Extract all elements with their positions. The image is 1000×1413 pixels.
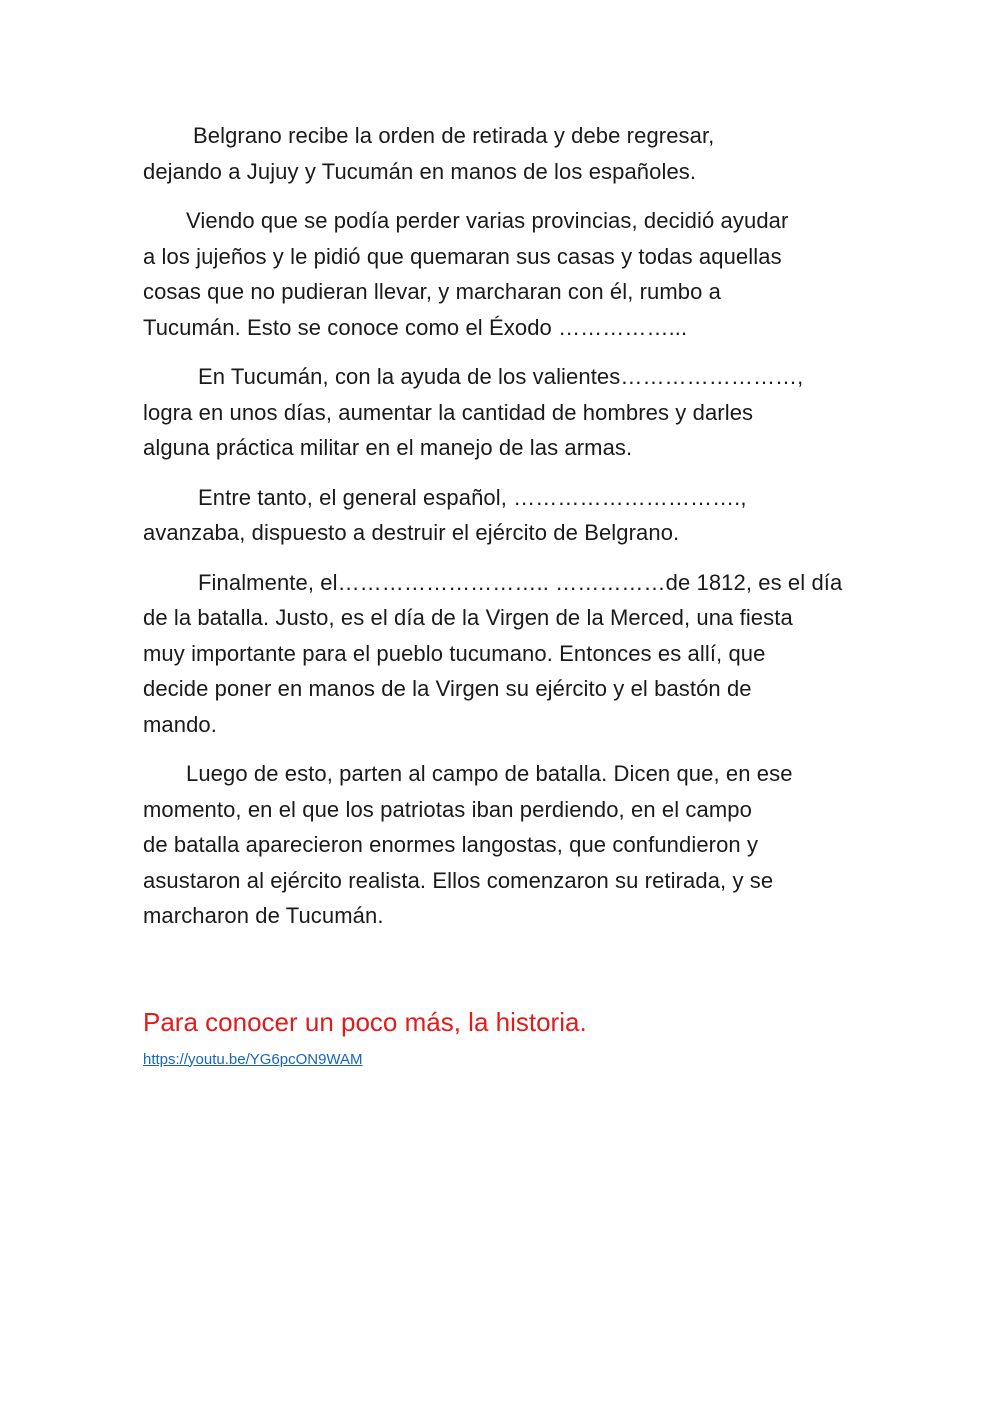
text-line: a los jujeños y le pidió que quemaran sus casas y todas aquellas xyxy=(143,243,782,269)
paragraph-retirada xyxy=(143,118,858,189)
paragraph-langostas xyxy=(143,756,858,934)
text-line: Finalmente, el……………………….. ……………de 1812, es el día xyxy=(198,569,843,595)
document-page xyxy=(143,118,858,1070)
paragraph-tucuman xyxy=(143,359,858,466)
text-line: cosas que no pudieran llevar, y marcharan con él, rumbo a xyxy=(143,279,722,304)
more-info-heading: Para conocer un poco más, la historia. xyxy=(143,1006,587,1037)
text-line: Belgrano recibe la orden de retirada y debe regresar, xyxy=(193,123,715,148)
text-line: decide poner en manos de la Virgen su ejército y el bastón de xyxy=(143,676,752,701)
youtube-link[interactable]: https://youtu.be/YG6pcON9WAM xyxy=(143,1050,363,1068)
text-line: avanzaba, dispuesto a destruir el ejército de Belgrano. xyxy=(143,520,680,545)
paragraph-general-espanol xyxy=(143,480,858,551)
text-line: En Tucumán, con la ayuda de los valientes……………………, xyxy=(198,364,804,389)
text-line: Entre tanto, el general español, …………………………., xyxy=(198,484,747,510)
text-line: alguna práctica militar en el manejo de las armas. xyxy=(143,435,633,460)
text-line: Tucumán. Esto se conoce como el Éxodo ……………... xyxy=(143,314,688,340)
text-line: muy importante para el pueblo tucumano. Entonces es allí, que xyxy=(143,640,766,666)
text-line: logra en unos días, aumentar la cantidad de hombres y darles xyxy=(143,399,754,425)
text-line: Viendo que se podía perder varias provincias, decidió ayudar xyxy=(186,208,789,233)
text-line: dejando a Jujuy y Tucumán en manos de los españoles. xyxy=(143,158,697,184)
paragraph-exodo xyxy=(143,203,858,345)
paragraph-batalla xyxy=(143,565,858,743)
text-line: momento, en el que los patriotas iban perdiendo, en el campo xyxy=(143,796,752,822)
text-line: de la batalla. Justo, es el día de la Virgen de la Merced, una fiesta xyxy=(143,605,793,630)
text-line: de batalla aparecieron enormes langostas, que confundieron y xyxy=(143,832,759,857)
text-line: marcharon de Tucumán. xyxy=(143,903,384,928)
text-line: Luego de esto, parten al campo de batalla. Dicen que, en ese xyxy=(186,761,793,786)
text-line: asustaron al ejército realista. Ellos comenzaron su retirada, y se xyxy=(143,867,774,893)
text-line: mando. xyxy=(143,711,217,737)
